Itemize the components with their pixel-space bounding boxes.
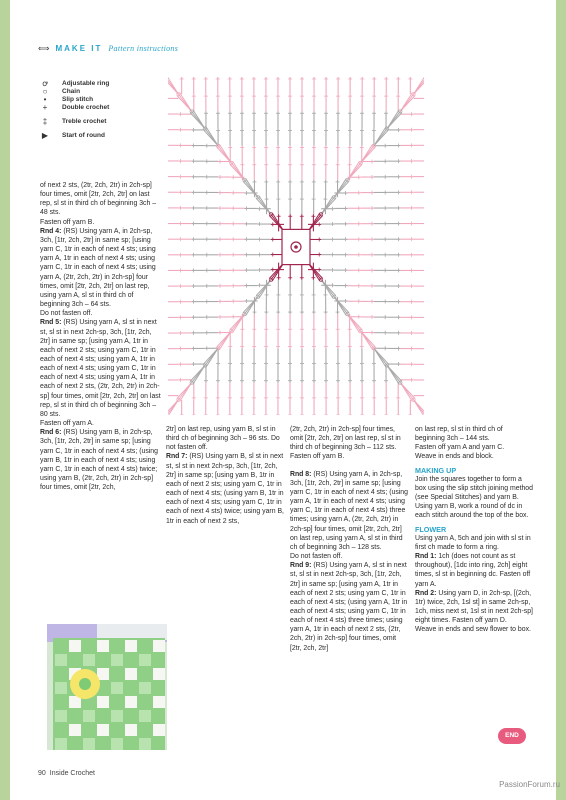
- instruction-text: on last rep, sl st in third ch of beginning 3ch – 144 sts.: [415, 426, 503, 443]
- stitch-mark: [321, 280, 336, 296]
- legend-row-start: [40, 132, 170, 142]
- round-label: Rnd 8:: [290, 470, 312, 478]
- gingham-block: [153, 724, 165, 736]
- stitch-mark: [387, 113, 402, 129]
- gingham-block: [153, 696, 165, 708]
- round-text: Using yarn D, in 2ch-sp, [(2ch, 1tr) twice, 2ch, 1sl st] in same 2ch-sp, 1ch, miss next st, 1sl st in next 2ch-sp] eight times. Fasten off yarn D.: [415, 589, 533, 625]
- section-heading: FLOWER: [415, 524, 447, 534]
- gingham-block: [139, 654, 151, 666]
- round-instruction: [415, 589, 533, 626]
- start-of-round-icon: ▶: [41, 131, 49, 140]
- gingham-block: [111, 654, 123, 666]
- stitch-mark: [334, 297, 349, 313]
- gingham-block: [97, 724, 109, 736]
- round-label: Rnd 7:: [166, 453, 188, 461]
- instructions-column-1: [40, 181, 163, 492]
- section-heading: MAKING UP: [415, 465, 457, 475]
- instruction-text: Fasten off yarn B.: [290, 453, 345, 461]
- stitch-mark: [177, 383, 192, 399]
- stitch-mark: [374, 130, 389, 146]
- instruction-text: Do not fasten off.: [290, 553, 343, 561]
- adjustable-ring-center: [294, 245, 298, 249]
- round-text: (RS) Using yarn A, sl st in next st, sl st in next 2ch-sp, 3ch, [1tr, 2ch, 2tr] in same sp; [using yarn A, 1tr in each of next 2 sts; using yarn C, 1tr in each of next 4 sts; using yarn A, 1tr in each of next 4 sts; using yarn C, 1tr in each of next 4 sts; using yarn A, 1tr in each of next 2 sts, (2tr, 2ch, 2tr) in 2ch-sp] four times, omit [2tr, 2ch, 2tr] on last rep, sl st in third ch of beginning 3ch – 80 sts.: [40, 319, 161, 418]
- legend-row-dc: [40, 104, 170, 114]
- legend-label: Start of round: [62, 132, 105, 139]
- stitch-mark: [256, 198, 271, 214]
- gingham-block: [125, 668, 137, 680]
- legend-label: Treble crochet: [62, 118, 107, 125]
- gingham-block: [69, 724, 81, 736]
- instruction-text: Join the squares together to form a box using the slip stitch joining method (see Special Stitches) and yarn B.: [415, 475, 533, 502]
- gingham-block: [125, 640, 137, 652]
- instruction-text: Weave in ends and sew flower to box.: [415, 626, 531, 634]
- round-text: (RS) Using yarn A, in 2ch-sp, 3ch, [1tr, 2ch, 2tr] in same sp; [using yarn C, 1tr in each of next 4 sts; using yarn A, 1tr in each of next 4 sts; using yarn C, 1tr in each of next 4 sts; using yarn A, (2tr, 2ch, 2tr) in 2ch-sp] four times, omit [2tr, 2ch, 2tr] on last rep, using yarn A, sl st in third ch of beginning 3ch – 64 sts.: [40, 227, 156, 309]
- stitch-mark: [361, 147, 376, 163]
- double-arrow-icon: ⟺: [38, 44, 50, 53]
- treble-crochet-icon: ‡: [42, 117, 48, 126]
- round-label: Rnd 4:: [40, 227, 62, 235]
- stitch-mark: [217, 147, 232, 163]
- magazine-name: Inside Crochet: [49, 770, 95, 777]
- instructions-column-4: [415, 425, 533, 634]
- gingham-block: [55, 682, 67, 694]
- stitch-mark: [361, 331, 376, 347]
- stitch-mark: [243, 297, 258, 313]
- legend-row-tr: [40, 118, 170, 128]
- round-text: (RS) Using yarn B, in 2ch-sp, 3ch, [1tr, 2ch, 2tr] in same sp; [using yarn C, 1tr in each of next 4 sts; (using yarn B, 1tr in each of next 4 sts; using yarn C, 1tr in each of next 4 sts) twice; using yarn B, (2tr, 2ch, 2tr) in 2ch-sp] four times, omit [2tr, 2ch,: [40, 429, 158, 492]
- gingham-block: [111, 710, 123, 722]
- instruction-text: Fasten off yarn B.: [40, 218, 95, 226]
- stitch-mark: [177, 95, 192, 111]
- page-footer: [38, 770, 95, 777]
- stitch-mark: [374, 348, 389, 364]
- round-text: (RS) Using yarn B, sl st in next st, sl st in next 2ch-sp, 3ch, [1tr, 2ch, 2tr] in same sp; [using yarn B, 1tr in each of next 2 sts; using yarn C, 1tr in each of next 4 sts; (using yarn B, 1tr in each of next 4 sts; using yarn C, 1tr in each of next 4 sts) twice; using yarn B, 1tr in each of next 2 sts,: [166, 453, 284, 525]
- round-instruction: [290, 561, 409, 653]
- stitch-mark: [190, 366, 205, 382]
- round-label: Rnd 2:: [415, 589, 437, 597]
- gingham-block: [111, 682, 123, 694]
- instruction-text: Using yarn B, work a round of dc in each stitch around the top of the box.: [415, 503, 529, 520]
- section-subtitle: Pattern instructions: [108, 44, 179, 53]
- round-instruction: [166, 452, 284, 525]
- gingham-block: [55, 738, 67, 750]
- instructions-column-3: [290, 425, 409, 653]
- instruction-text: Weave in ends and block.: [415, 453, 494, 461]
- gingham-block: [153, 640, 165, 652]
- end-badge: END: [498, 728, 526, 744]
- round-text: (RS) Using yarn A, in 2ch-sp, 3ch, [1tr, 2ch, 2tr] in same sp; [using yarn C, 1tr in each of next 4 sts; (using yarn A, 1tr in each of next 4 sts; using yarn C, 1tr in each of next 4 sts) three times; using yarn A, (2tr, 2ch, 2tr) in 2ch-sp] four times, omit [2tr, 2ch, 2tr] on last rep, using yarn A, sl st in third ch of beginning 3ch – 128 sts.: [290, 470, 408, 551]
- round-text: (RS) Using yarn A, sl st in next st, sl st in next 2ch-sp, 3ch, [1tr, 2ch, 2tr] in same sp; [using yarn A, 1tr in each of next 2 sts; using yarn C, 1tr in each of next 4 sts; (using yarn A, 1tr in each of next 4 sts; using yarn C, 1tr in each of next 4 sts) three times; using yarn A, 1tr in each of next 2 sts, (2tr, 2ch, 2tr) in 2ch-sp] four times, omit [2tr, 2ch, 2tr]: [290, 562, 408, 652]
- gingham-block: [139, 710, 151, 722]
- section-header: [38, 44, 178, 53]
- gingham-block: [97, 640, 109, 652]
- gingham-block: [55, 654, 67, 666]
- instruction-text: Using yarn A, 5ch and join with sl st in first ch made to form a ring.: [415, 534, 531, 551]
- gingham-block: [153, 668, 165, 680]
- gingham-block: [125, 724, 137, 736]
- stitch-mark: [217, 331, 232, 347]
- crochet-square-chart: [168, 75, 424, 415]
- legend-label: Adjustable ring: [62, 80, 110, 87]
- gingham-block: [139, 682, 151, 694]
- gingham-block: [55, 710, 67, 722]
- round-label: Rnd 1:: [415, 553, 437, 561]
- section-title: MAKE IT: [55, 44, 103, 53]
- stitch-mark: [387, 366, 402, 382]
- ring-icon: ꝍ: [42, 79, 48, 88]
- round-instruction: [40, 318, 163, 419]
- round-label: Rnd 9:: [290, 562, 312, 570]
- instruction-text: Fasten off yarn A and yarn C.: [415, 444, 505, 452]
- round-label: Rnd 6:: [40, 429, 62, 437]
- legend-label: Chain: [62, 88, 81, 95]
- slip-stitch-icon: •: [43, 95, 47, 104]
- round-instruction: [40, 227, 163, 309]
- watermark: PassionForum.ru: [499, 780, 560, 789]
- round-instruction: [415, 552, 533, 589]
- page-number: 90: [38, 770, 46, 777]
- double-crochet-icon: +: [42, 103, 48, 112]
- gingham-block: [69, 640, 81, 652]
- magazine-page: [10, 0, 556, 800]
- stitch-mark: [400, 383, 415, 399]
- spacer: [290, 462, 409, 470]
- legend-label: Slip stitch: [62, 96, 94, 103]
- instruction-text: (2tr, 2ch, 2tr) in 2ch-sp] four times, omit [2tr, 2ch, 2tr] on last rep, sl st in third ch of beginning 3ch – 112 sts.: [290, 426, 401, 452]
- round-text: 1ch (does not count as st throughout), [1dc into ring, 2ch] eight times, sl st in beginning dc. Fasten off yarn A.: [415, 553, 531, 588]
- chain-icon: ○: [42, 87, 48, 96]
- legend-label: Double crochet: [62, 104, 110, 111]
- gingham-block: [111, 738, 123, 750]
- gingham-block: [83, 738, 95, 750]
- crochet-box-photo: [47, 624, 167, 750]
- round-instruction: [290, 470, 409, 552]
- instruction-text: of next 2 sts, (2tr, 2ch, 2tr) in 2ch-sp] four times, omit [2tr, 2ch, 2tr] on last rep, sl st in third ch of beginning 3ch – 48 sts.: [40, 182, 157, 217]
- gingham-block: [97, 696, 109, 708]
- instruction-text: Do not fasten off.: [40, 310, 93, 318]
- instructions-column-2: [166, 425, 284, 526]
- gingham-block: [125, 696, 137, 708]
- round-instruction: [40, 428, 163, 492]
- stitch-mark: [190, 113, 205, 129]
- stitch-mark: [203, 348, 218, 364]
- instruction-text: Fasten off yarn A.: [40, 420, 94, 428]
- stitch-mark: [400, 95, 415, 111]
- stitch-mark: [243, 181, 258, 197]
- gingham-block: [83, 710, 95, 722]
- stitch-mark: [203, 130, 218, 146]
- stitch-mark: [256, 280, 271, 296]
- round-label: Rnd 5:: [40, 319, 62, 327]
- stitch-mark: [334, 181, 349, 197]
- gingham-block: [83, 654, 95, 666]
- instruction-text: 2tr] on last rep, using yarn B, sl st in third ch of beginning 3ch – 96 sts. Do not fasten off.: [166, 426, 280, 452]
- stitch-mark: [321, 198, 336, 214]
- gingham-block: [139, 738, 151, 750]
